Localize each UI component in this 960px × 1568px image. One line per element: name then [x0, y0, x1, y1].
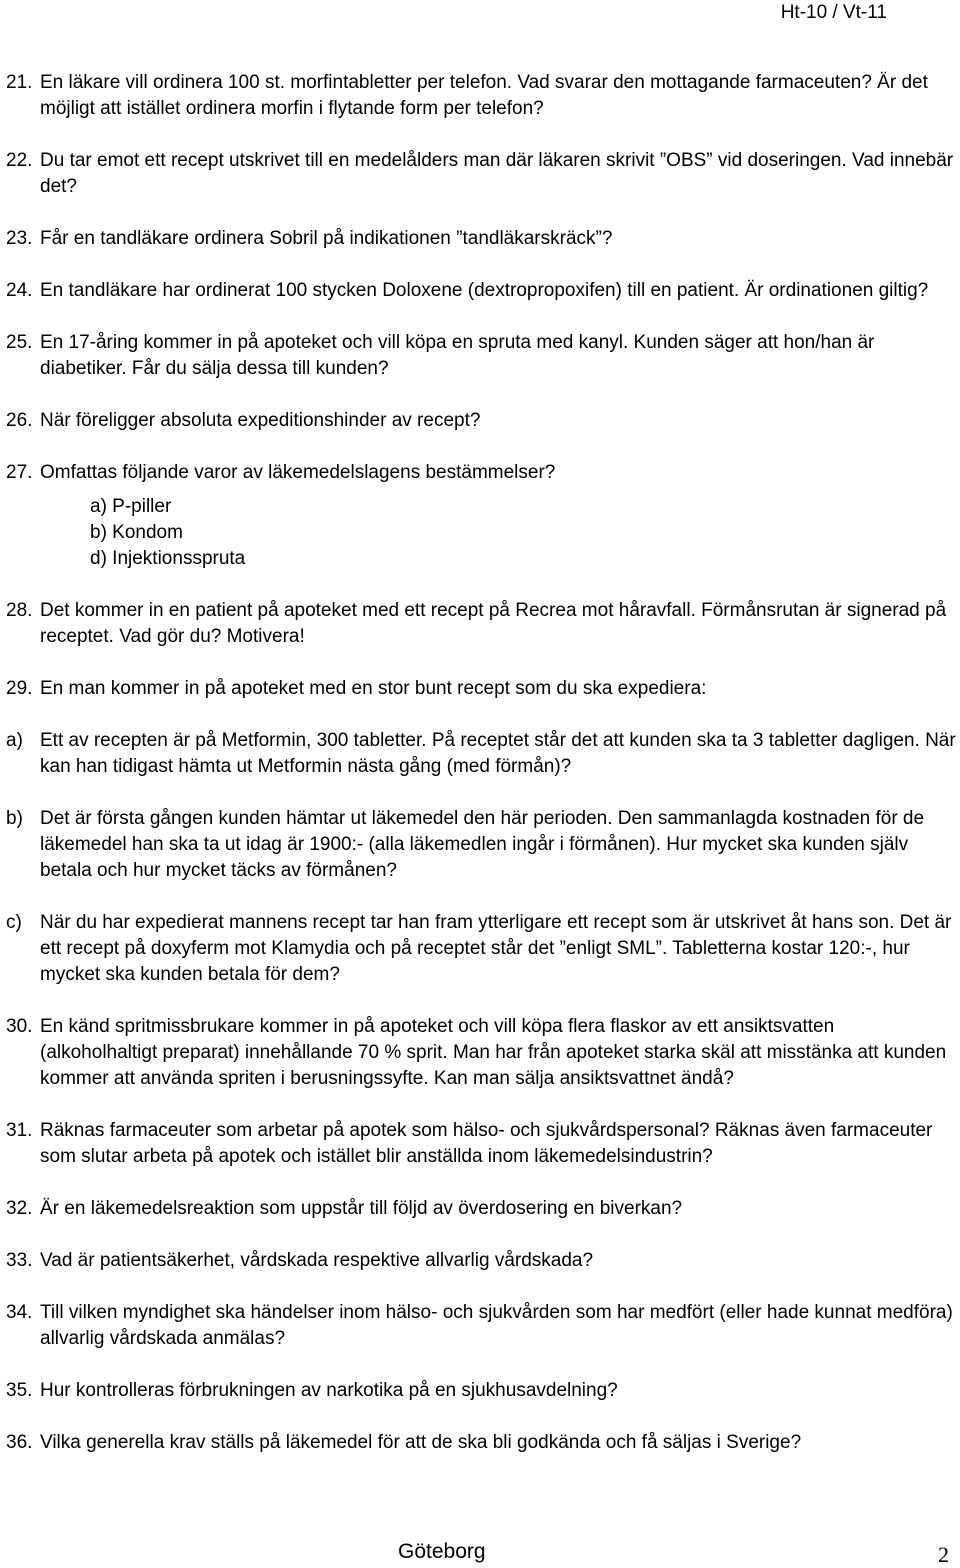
sub-label: c) — [6, 912, 22, 933]
question-22 — [6, 148, 956, 200]
question-text: Omfattas följande varor av läkemedelslagens bestämmelser? — [40, 462, 556, 483]
question-31 — [6, 1118, 956, 1170]
sub-text: När du har expedierat mannens recept tar han fram ytterligare ett recept som är utskrivet åt hans son. Det är ett recept på doxyferm mot Klamydia och på receptet står det ”enligt SML”. Tabletterna kostar 120:-, hur mycket ska kunden betala för dem? — [40, 912, 952, 985]
question-number: 23. — [6, 228, 33, 249]
question-number: 21. — [6, 72, 33, 93]
question-29 — [6, 676, 956, 702]
question-29-sub-b — [6, 806, 956, 884]
question-text: En 17-åring kommer in på apoteket och vill köpa en spruta med kanyl. Kunden säger att hon/han är diabetiker. Får du sälja dessa till kunden? — [40, 332, 875, 379]
question-26 — [6, 408, 956, 434]
question-number: 22. — [6, 150, 33, 171]
question-21 — [6, 70, 956, 122]
footer-city: Göteborg — [398, 1540, 486, 1563]
question-number: 32. — [6, 1198, 33, 1219]
question-number: 36. — [6, 1432, 33, 1453]
question-text: En läkare vill ordinera 100 st. morfintabletter per telefon. Vad svarar den mottagande farmaceuten? Är det möjligt att istället ordinera morfin i flytande form per telefon? — [40, 72, 928, 119]
question-32 — [6, 1196, 956, 1222]
question-text: Vad är patientsäkerhet, vårdskada respektive allvarlig vårdskada? — [40, 1250, 594, 1271]
question-number: 28. — [6, 600, 33, 621]
option-item: a) P-piller — [90, 496, 172, 517]
option-item: d) Injektionsspruta — [90, 548, 246, 569]
question-text: Hur kontrolleras förbrukningen av narkotika på en sjukhusavdelning? — [40, 1380, 618, 1401]
question-36 — [6, 1430, 956, 1456]
question-text: Det kommer in en patient på apoteket med ett recept på Recrea mot håravfall. Förmånsrutan är signerad på receptet. Vad gör du? Motivera! — [40, 600, 947, 647]
question-number: 25. — [6, 332, 33, 353]
sub-label: a) — [6, 730, 23, 751]
question-text: Du tar emot ett recept utskrivet till en medelålders man där läkaren skrivit ”OBS” vid doseringen. Vad innebär det? — [40, 150, 954, 197]
question-number: 34. — [6, 1302, 33, 1323]
question-text: En tandläkare har ordinerat 100 stycken Doloxene (dextropropoxifen) till en patient. Är ordinationen giltig? — [40, 280, 929, 301]
question-25 — [6, 330, 956, 382]
question-text: Till vilken myndighet ska händelser inom hälso- och sjukvården som har medfört (eller hade kunnat medföra) allvarlig vårdskada anmälas? — [40, 1302, 953, 1349]
question-number: 26. — [6, 410, 33, 431]
sub-text: Det är första gången kunden hämtar ut läkemedel den här perioden. Den sammanlagda kostnaden för de läkemedel han ska ta ut idag är 1900:- (alla läkemedlen ingår i förmånen). Hur mycket ska kunden själv betala och hur mycket täcks av förmånen? — [40, 808, 925, 881]
question-33 — [6, 1248, 956, 1274]
question-28 — [6, 598, 956, 650]
question-27-options — [90, 494, 956, 572]
question-text: Får en tandläkare ordinera Sobril på indikationen ”tandläkarskräck”? — [40, 228, 613, 249]
question-number: 30. — [6, 1016, 33, 1037]
page-number: 2 — [938, 1542, 949, 1567]
question-number: 24. — [6, 280, 33, 301]
question-list — [6, 70, 956, 1482]
option-item: b) Kondom — [90, 522, 183, 543]
term-header: Ht-10 / Vt-11 — [780, 2, 887, 23]
sub-label: b) — [6, 808, 23, 829]
question-text: En man kommer in på apoteket med en stor bunt recept som du ska expediera: — [40, 678, 707, 699]
question-24 — [6, 278, 956, 304]
question-number: 33. — [6, 1250, 33, 1271]
question-text: Vilka generella krav ställs på läkemedel för att de ska bli godkända och få säljas i Sverige? — [40, 1432, 802, 1453]
sub-text: Ett av recepten är på Metformin, 300 tabletter. På receptet står det att kunden ska ta 3 tabletter dagligen. När kan han tidigast hämta ut Metformin nästa gång (med förmån)? — [40, 730, 956, 777]
question-text: Är en läkemedelsreaktion som uppstår till följd av överdosering en biverkan? — [40, 1198, 683, 1219]
question-number: 35. — [6, 1380, 33, 1401]
question-number: 31. — [6, 1120, 33, 1141]
question-27 — [6, 460, 956, 486]
question-text: När föreligger absoluta expeditionshinder av recept? — [40, 410, 481, 431]
question-text: Räknas farmaceuter som arbetar på apotek som hälso- och sjukvårdspersonal? Räknas även farmaceuter som slutar arbeta på apotek och istället blir anställda inom läkemedelsindustrin? — [40, 1120, 933, 1167]
question-35 — [6, 1378, 956, 1404]
question-34 — [6, 1300, 956, 1352]
question-30 — [6, 1014, 956, 1092]
question-text: En känd spritmissbrukare kommer in på apoteket och vill köpa flera flaskor av ett ansiktsvatten (alkoholhaltigt preparat) innehållande 70 % sprit. Man har från apoteket starka skäl att misstänka att kunden kommer att använda spriten i berusningssyfte. Kan man sälja ansiktsvattnet ändå? — [40, 1016, 947, 1089]
question-29-sub-c — [6, 910, 956, 988]
question-number: 27. — [6, 462, 33, 483]
question-29-sub-a — [6, 728, 956, 780]
question-number: 29. — [6, 678, 33, 699]
question-23 — [6, 226, 956, 252]
